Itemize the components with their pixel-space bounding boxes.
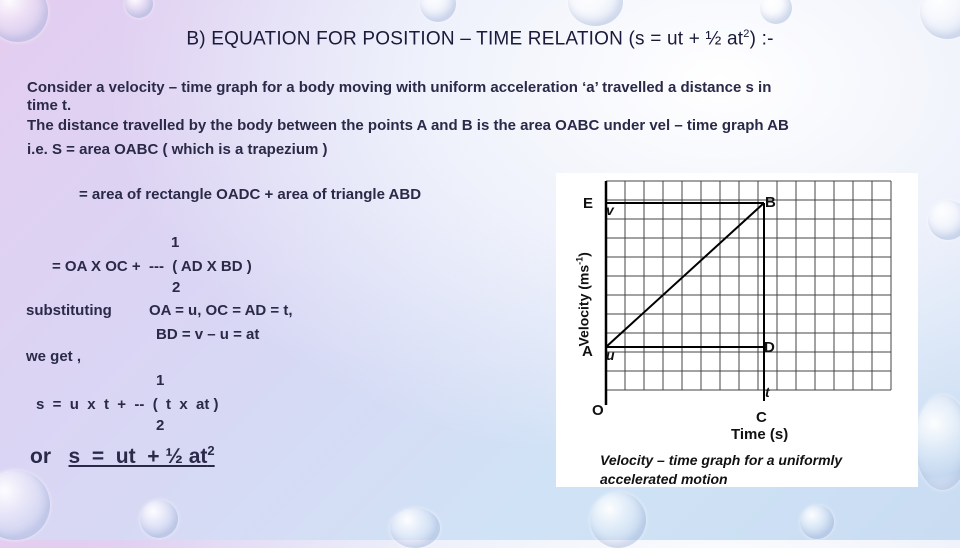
intro-line-3: The distance travelled by the body between the points A and B is the area OABC under vel – time graph AB (27, 117, 789, 134)
bubble-decoration (125, 0, 153, 18)
derivation-step-1: = area of rectangle OADC + area of triangle ABD (79, 186, 422, 203)
we-get-label: we get , (26, 348, 82, 365)
point-label-e: E (583, 195, 594, 212)
bubble-decoration (390, 508, 440, 548)
caption-line-2: accelerated motion (600, 471, 728, 487)
derivation-step-2: = OA X OC + --- ( AD X BD ) (52, 258, 252, 275)
bubble-decoration (760, 0, 792, 24)
x-axis-label: Time (s) (731, 426, 789, 443)
fraction-denominator-2: 2 (156, 417, 165, 434)
velocity-time-graph (556, 173, 918, 487)
point-label-d: D (764, 339, 775, 356)
graph-caption (600, 451, 910, 489)
label-v: v (606, 202, 614, 218)
fraction-denominator-1: 2 (172, 279, 181, 296)
label-u: u (606, 347, 615, 363)
intro-line-2: time t. (27, 97, 72, 114)
substitution-2: BD = v – u = at (156, 326, 260, 343)
substituting-label: substituting (26, 302, 112, 319)
bubble-decoration (0, 470, 50, 540)
y-axis-label: Velocity $(ms^{-1})$ (574, 252, 592, 347)
derivation-step-3: s = u x t + -- ( t x at ) (36, 396, 219, 413)
graph-grid (606, 181, 891, 390)
velocity-line-ab (606, 203, 764, 347)
bubble-decoration (568, 0, 623, 26)
intro-line-4: i.e. S = area OABC ( which is a trapezium ) (27, 141, 328, 158)
fraction-numerator-1: 1 (171, 234, 180, 251)
bubble-decoration (800, 505, 834, 539)
point-label-c: C (756, 409, 767, 426)
fraction-numerator-2: 1 (156, 372, 165, 389)
final-equation: or s = ut + ½ $at^2$ (30, 443, 215, 468)
bubble-decoration (928, 200, 960, 240)
slide-title: B) EQUATION FOR POSITION – TIME RELATION (s = ut + ½ $at^2$) :- (186, 28, 774, 50)
label-t: t (765, 384, 770, 400)
bubble-decoration (915, 395, 960, 490)
bubble-decoration (420, 0, 456, 22)
point-label-o: O (592, 402, 604, 419)
substitution-1: OA = u, OC = AD = t, (149, 302, 293, 319)
intro-line-1: Consider a velocity – time graph for a body moving with uniform acceleration ‘a’ travelled a distance s in (27, 79, 772, 96)
bubble-decoration (140, 500, 178, 538)
point-label-a: A (582, 343, 593, 360)
caption-line-1: Velocity – time graph for a uniformly (600, 452, 843, 468)
point-label-b: B (765, 194, 776, 211)
